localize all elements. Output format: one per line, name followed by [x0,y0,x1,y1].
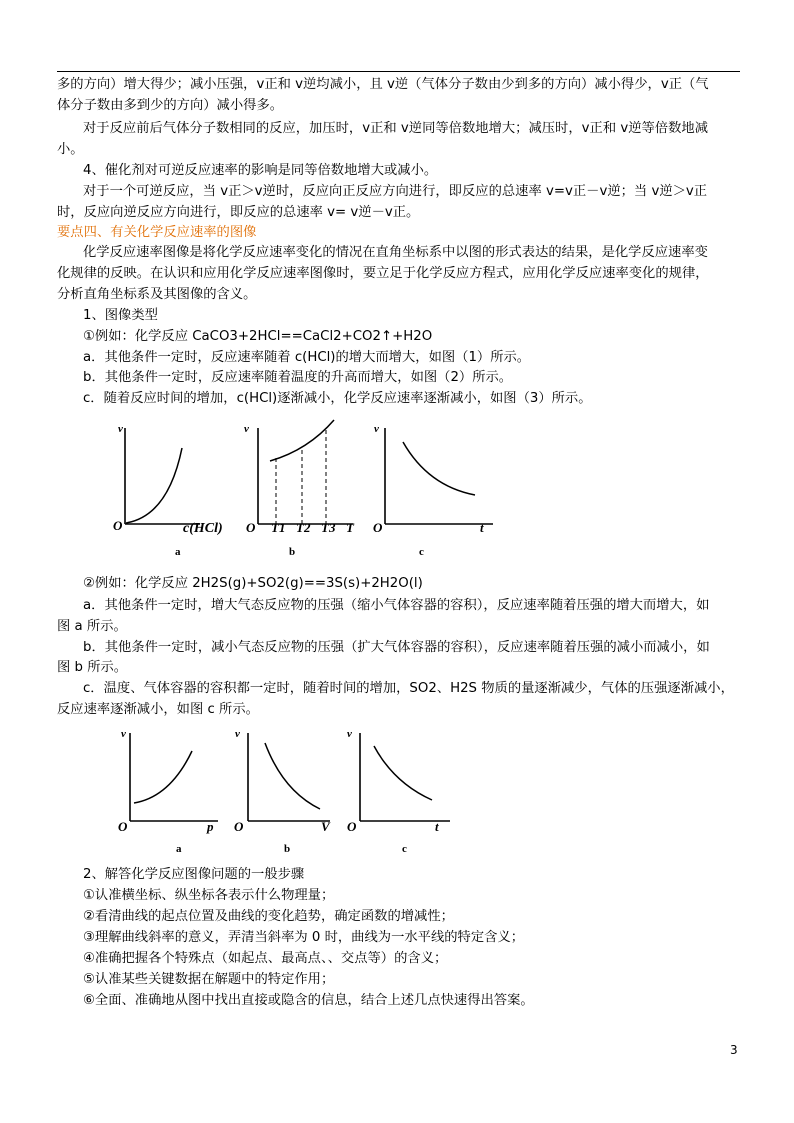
para-line: 化学反应速率图像是将化学反应速率变化的情况在直角坐标系中以图的形式表达的结果，是化学反应速率变 [83,245,708,260]
axis-label-v: v [235,728,240,740]
origin-label: O [347,819,357,834]
axis-label-x: V [321,819,330,834]
axis-label-x: t [435,819,439,834]
para-line: ①例如：化学反应 CaCO3+2HCl==CaCl2+CO2↑+H2O [83,329,433,344]
caption: b [284,843,291,855]
origin-label: O [246,520,256,535]
para-line: a．其他条件一定时，增大气态反应物的压强（缩小气体容器的容积），反应速率随着压强的增大而增大，如 [83,598,710,613]
origin-label: O [234,819,244,834]
curve [126,448,182,523]
para-line: 1、图像类型 [83,308,158,323]
graph-b1 [244,420,355,558]
para-line: 图 a 所示。 [57,619,127,634]
origin-label: O [113,518,123,533]
para-line: 对于反应前后气体分子数相同的反应，加压时，v正和 v逆同等倍数地增大；减压时，v正和 v逆等倍数地减 [83,121,708,136]
para-line: 图 b 所示。 [57,660,128,675]
header-rule [57,71,740,72]
para-line: b．其他条件一定时，减小气态反应物的压强（扩大气体容器的容积），反应速率随着压强的减小而减小，如 [83,640,710,655]
graph-c2 [347,728,450,855]
para-line: 分析直角坐标系及其图像的含义。 [57,287,257,302]
graph-b2 [234,728,331,855]
origin-label: O [373,520,383,535]
para-line: c．随着反应时间的增加，c(HCl)逐渐减小，化学反应速率逐渐减小，如图（3）所示。 [83,391,592,406]
para-line: 对于一个可逆反应，当 v正＞v逆时，反应向正反应方向进行，即反应的总速率 v=v正－v逆；当 v逆＞v正 [83,184,708,199]
axis-label-v: v [374,423,379,435]
para-line: 2、解答化学反应图像问题的一般步骤 [83,867,305,882]
para-line: ⑤认准某些关键数据在解题中的特定作用； [83,972,335,987]
para-line: ③理解曲线斜率的意义，弄清当斜率为 0 时，曲线为一水平线的特定含义； [83,930,525,945]
axis-label-x: T [346,520,354,535]
axis-label-v: v [121,728,126,740]
para-line: c．温度、气体容器的容积都一定时，随着时间的增加，SO2、H2S 物质的量逐渐减少，气体的压强逐渐减小， [83,681,734,696]
tick-label-t2: T2 [296,520,311,535]
graph-c1 [373,423,493,558]
figure-row-2 [108,725,468,855]
curve [265,743,320,809]
curve [374,746,432,800]
para-line: ②看清曲线的起点位置及曲线的变化趋势，确定函数的增减性； [83,909,454,924]
para-line: ⑥全面、准确地从图中找出直接或隐含的信息，结合上述几点快速得出答案。 [83,993,534,1008]
graph-a1 [113,423,223,558]
para-line: 时，反应向逆反应方向进行，即反应的总速率 v= v逆－v正。 [57,205,420,220]
graph-a2 [118,728,218,855]
caption: c [402,843,407,855]
caption: a [176,843,182,855]
para-line: 4、催化剂对可逆反应速率的影响是同等倍数地增大或减小。 [83,163,438,178]
para-line: ①认准横坐标、纵坐标各表示什么物理量； [83,888,335,903]
section-heading: 要点四、有关化学反应速率的图像 [57,225,257,240]
para-line: ④准确把握各个特殊点（如起点、最高点、、交点等）的含义； [83,951,448,966]
curve [270,420,334,461]
axis-label-v: v [118,423,123,435]
caption: c [419,546,424,558]
tick-label-t3: T3 [321,520,336,535]
tick-label-t1: T1 [271,520,286,535]
para-line: a．其他条件一定时，反应速率随着 c(HCl)的增大而增大，如图（1）所示。 [83,350,531,365]
axis-label-v: v [347,728,352,740]
para-line: ②例如：化学反应 2H2S(g)+SO2(g)==3S(s)+2H2O(l) [83,576,423,591]
page-number: 3 [730,1043,738,1057]
curve [403,442,475,495]
axis-label-x: c(HCl) [183,521,223,536]
axis-label-x: t [480,520,484,535]
origin-label: O [118,819,128,834]
para-line: b．其他条件一定时，反应速率随着温度的升高而增大，如图（2）所示。 [83,370,513,385]
axis-label-x: p [207,819,214,834]
para-line: 体分子数由多到少的方向）减小得多。 [57,98,284,113]
para-line: 反应速率逐渐减小，如图 c 所示。 [57,702,259,717]
figure-row-1 [108,418,518,568]
axis-label-v: v [244,423,249,435]
caption: b [289,546,296,558]
caption: a [175,546,181,558]
para-line: 小。 [57,142,84,157]
curve [134,751,192,803]
para-line: 化规律的反映。在认识和应用化学反应速率图像时，要立足于化学反应方程式，应用化学反应速率变化的规律， [57,266,709,281]
para-line: 多的方向）增大得少；减小压强，v正和 v逆均减小，且 v逆（气体分子数由少到多的方向）减小得少，v正（气 [57,77,709,92]
